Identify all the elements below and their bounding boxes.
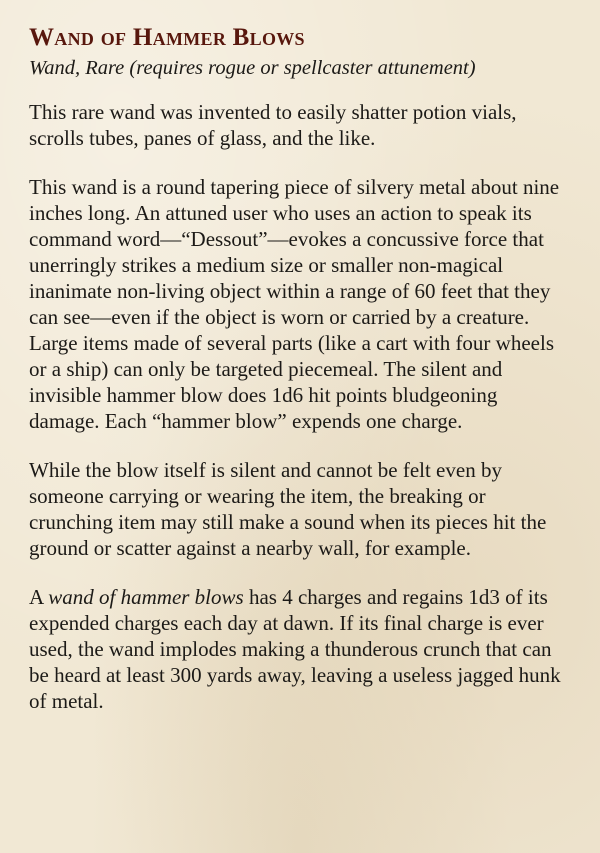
charges-text: has 4 charges and regains 1d3 of its expended charges each day at dawn. If its final charge is ever used, the wand implodes making a thunderous crunch that can be heard at least 300 yards away, leaving a useless jagged hunk of metal.	[29, 585, 561, 713]
item-subtitle: Wand, Rare (requires rogue or spellcaster attunement)	[29, 57, 476, 79]
paragraph-description: This wand is a round tapering piece of silvery metal about nine inches long. An attuned user who uses an action to speak its command word—“Dessout”—evokes a concussive force that unerringly strikes a medium size or smaller non-magical inanimate non-living object within a range of 60 feet that they can see—even if the object is worn or carried by a creature. Large items made of several parts (like a cart with four wheels or a ship) can only be targeted piecemeal. The silent and invisible hammer blow does 1d6 hit points bludgeoning damage. Each “hammer blow” expends one charge.	[29, 175, 560, 433]
paragraph-intro: This rare wand was invented to easily shatter potion vials, scrolls tubes, panes of glass, and the like.	[29, 100, 517, 150]
item-name-emphasis: wand of hammer blows	[48, 585, 244, 609]
paragraph-charges	[29, 584, 572, 714]
charges-lead: A	[29, 585, 49, 609]
paragraph-sound: While the blow itself is silent and cannot be felt even by someone carrying or wearing the item, the breaking or crunching item may still make a sound when its pieces hit the ground or scatter against a nearby wall, for example.	[29, 458, 547, 560]
item-title: Wand of Hammer Blows	[29, 24, 305, 51]
